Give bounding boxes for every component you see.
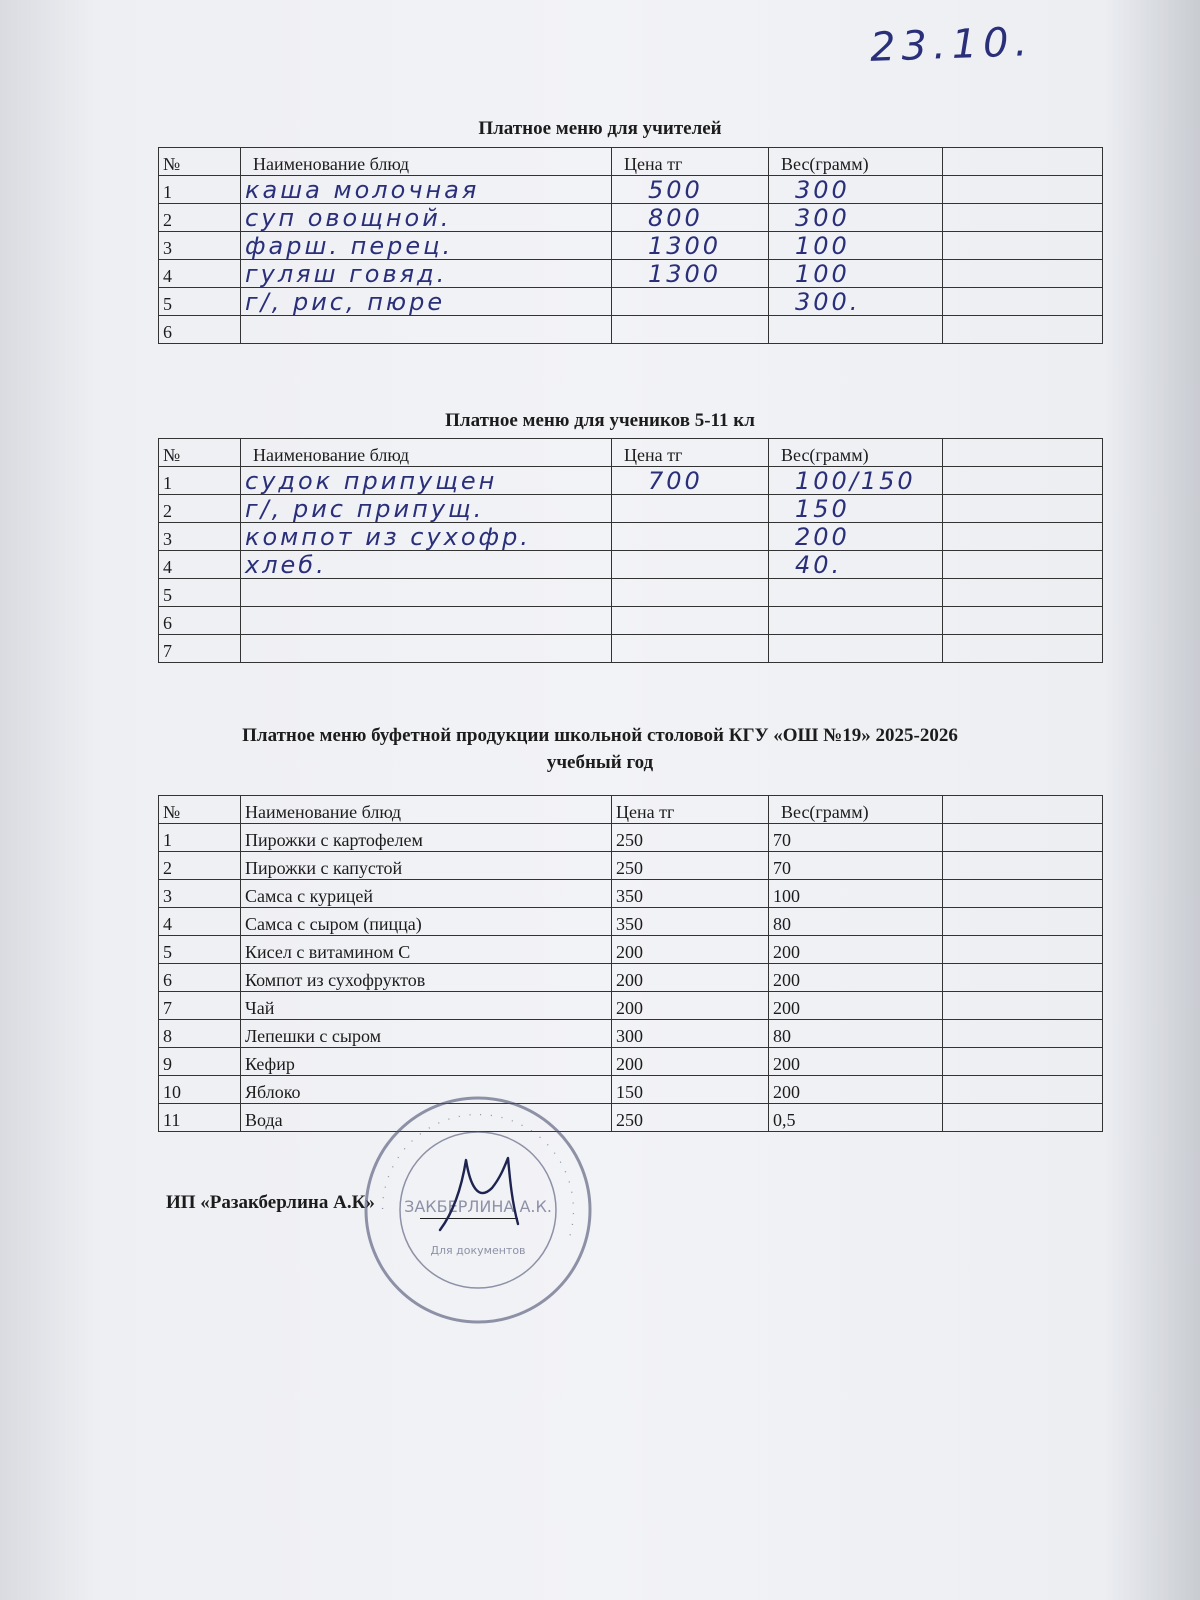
row-price: 1300 — [612, 232, 769, 260]
row-price — [612, 288, 769, 316]
row-price — [612, 316, 769, 344]
table-row — [159, 232, 1103, 260]
header-number: № — [159, 148, 241, 176]
header-price: Цена тг — [612, 439, 769, 467]
row-extra — [943, 232, 1103, 260]
row-extra — [943, 964, 1103, 992]
row-extra — [943, 523, 1103, 551]
row-name: Кисел с витамином С — [241, 936, 612, 964]
row-number: 2 — [159, 204, 241, 232]
teachers-menu-table — [158, 147, 1103, 344]
row-name: каша молочная — [241, 176, 612, 204]
row-extra — [943, 1076, 1103, 1104]
header-weight: Вес(грамм) — [769, 439, 943, 467]
row-name: Вода — [241, 1104, 612, 1132]
table-header-row — [159, 439, 1103, 467]
row-number: 11 — [159, 1104, 241, 1132]
row-price — [612, 607, 769, 635]
row-weight — [769, 579, 943, 607]
row-name: фарш. перец. — [241, 232, 612, 260]
header-name: Наименование блюд — [241, 148, 612, 176]
row-name: Самса с курицей — [241, 880, 612, 908]
row-weight: 300 — [769, 176, 943, 204]
table-row — [159, 523, 1103, 551]
header-price: Цена тг — [612, 148, 769, 176]
row-name: г/, рис, пюре — [241, 288, 612, 316]
row-weight: 200 — [769, 992, 943, 1020]
row-price: 300 — [612, 1020, 769, 1048]
row-extra — [943, 176, 1103, 204]
row-weight: 200 — [769, 1048, 943, 1076]
header-price: Цена тг — [612, 796, 769, 824]
table-row — [159, 176, 1103, 204]
row-weight: 100/150 — [769, 467, 943, 495]
row-number: 1 — [159, 467, 241, 495]
buffet-menu-title — [0, 722, 1200, 776]
row-weight: 40. — [769, 551, 943, 579]
row-extra — [943, 579, 1103, 607]
header-extra — [943, 796, 1103, 824]
row-price: 200 — [612, 964, 769, 992]
row-price — [612, 495, 769, 523]
row-price: 500 — [612, 176, 769, 204]
row-weight: 150 — [769, 495, 943, 523]
row-number: 6 — [159, 607, 241, 635]
row-price — [612, 579, 769, 607]
row-number: 2 — [159, 495, 241, 523]
row-name: Лепешки с сыром — [241, 1020, 612, 1048]
row-name — [241, 316, 612, 344]
row-weight: 80 — [769, 1020, 943, 1048]
table-row — [159, 1048, 1103, 1076]
students-menu-title: Платное меню для учеников 5-11 кл — [445, 410, 755, 431]
row-weight: 300. — [769, 288, 943, 316]
row-weight: 100 — [769, 880, 943, 908]
table-row — [159, 551, 1103, 579]
stamp-bottom-text: Для документов — [430, 1244, 526, 1257]
row-name: хлеб. — [241, 551, 612, 579]
table-row — [159, 495, 1103, 523]
row-price: 200 — [612, 936, 769, 964]
row-extra — [943, 936, 1103, 964]
row-weight — [769, 635, 943, 663]
row-name: Пирожки с капустой — [241, 852, 612, 880]
signature-icon — [400, 1140, 550, 1240]
row-number: 3 — [159, 523, 241, 551]
table-row — [159, 992, 1103, 1020]
header-extra — [943, 148, 1103, 176]
row-name: Чай — [241, 992, 612, 1020]
row-extra — [943, 204, 1103, 232]
row-price: 250 — [612, 1104, 769, 1132]
teachers-menu-title: Платное меню для учителей — [478, 118, 722, 139]
header-extra — [943, 439, 1103, 467]
buffet-title-line2: учебный год — [546, 752, 654, 773]
row-number: 4 — [159, 551, 241, 579]
row-price: 350 — [612, 908, 769, 936]
row-name: Яблоко — [241, 1076, 612, 1104]
table-header-row — [159, 796, 1103, 824]
table-row — [159, 964, 1103, 992]
header-number: № — [159, 796, 241, 824]
row-name: Кефир — [241, 1048, 612, 1076]
row-weight: 200 — [769, 1076, 943, 1104]
row-price: 250 — [612, 852, 769, 880]
table-row — [159, 288, 1103, 316]
row-name: гуляш говяд. — [241, 260, 612, 288]
table-row — [159, 579, 1103, 607]
row-number: 7 — [159, 992, 241, 1020]
header-name: Наименование блюд — [241, 439, 612, 467]
table-row — [159, 1020, 1103, 1048]
table-row — [159, 607, 1103, 635]
row-weight: 300 — [769, 204, 943, 232]
row-extra — [943, 992, 1103, 1020]
row-price: 250 — [612, 824, 769, 852]
row-price: 200 — [612, 992, 769, 1020]
table-row — [159, 316, 1103, 344]
row-name: судок припущен — [241, 467, 612, 495]
row-number: 4 — [159, 908, 241, 936]
handwritten-date: 23.10. — [869, 19, 1034, 71]
row-extra — [943, 880, 1103, 908]
row-price: 700 — [612, 467, 769, 495]
row-name: Самса с сыром (пицца) — [241, 908, 612, 936]
row-number: 1 — [159, 824, 241, 852]
row-name: г/, рис припущ. — [241, 495, 612, 523]
row-extra — [943, 260, 1103, 288]
row-price — [612, 635, 769, 663]
table-row — [159, 260, 1103, 288]
row-number: 3 — [159, 880, 241, 908]
row-number: 5 — [159, 579, 241, 607]
row-weight — [769, 607, 943, 635]
row-name — [241, 607, 612, 635]
row-price: 1300 — [612, 260, 769, 288]
row-weight: 200 — [769, 523, 943, 551]
buffet-menu-table — [158, 795, 1103, 1132]
row-number: 1 — [159, 176, 241, 204]
row-price — [612, 551, 769, 579]
row-extra — [943, 1104, 1103, 1132]
buffet-title-line1: Платное меню буфетной продукции школьной столовой КГУ «ОШ №19» 2025-2026 — [242, 725, 958, 746]
table-row — [159, 824, 1103, 852]
row-extra — [943, 635, 1103, 663]
stamp-center-text: ЗАКБЕРЛИНА А.К. — [404, 1197, 552, 1216]
row-extra — [943, 316, 1103, 344]
row-price: 800 — [612, 204, 769, 232]
row-price: 200 — [612, 1048, 769, 1076]
row-number: 7 — [159, 635, 241, 663]
row-extra — [943, 852, 1103, 880]
row-extra — [943, 908, 1103, 936]
table-row — [159, 852, 1103, 880]
row-name — [241, 635, 612, 663]
row-name: Пирожки с картофелем — [241, 824, 612, 852]
row-number: 6 — [159, 964, 241, 992]
header-weight: Вес(грамм) — [769, 148, 943, 176]
row-price: 150 — [612, 1076, 769, 1104]
row-extra — [943, 495, 1103, 523]
table-header-row — [159, 148, 1103, 176]
row-weight: 70 — [769, 852, 943, 880]
row-extra — [943, 607, 1103, 635]
header-number: № — [159, 439, 241, 467]
row-extra — [943, 1048, 1103, 1076]
row-number: 9 — [159, 1048, 241, 1076]
header-name: Наименование блюд — [241, 796, 612, 824]
header-weight: Вес(грамм) — [769, 796, 943, 824]
table-row — [159, 1104, 1103, 1132]
svg-text:· · · · · · · · · · · · · · ·: · · · · · · · · · · · · · · · · · · · · · · · · · · · · · · · — [377, 1109, 579, 1240]
table-row — [159, 1076, 1103, 1104]
students-menu-table — [158, 438, 1103, 663]
row-weight: 100 — [769, 232, 943, 260]
row-extra — [943, 824, 1103, 852]
row-name: компот из сухофр. — [241, 523, 612, 551]
row-extra — [943, 551, 1103, 579]
row-price — [612, 523, 769, 551]
row-extra — [943, 288, 1103, 316]
table-row — [159, 467, 1103, 495]
row-number: 3 — [159, 232, 241, 260]
row-number: 6 — [159, 316, 241, 344]
row-number: 5 — [159, 288, 241, 316]
row-extra — [943, 1020, 1103, 1048]
row-price: 350 — [612, 880, 769, 908]
table-row — [159, 635, 1103, 663]
row-weight: 200 — [769, 964, 943, 992]
table-row — [159, 908, 1103, 936]
row-name: Компот из сухофруктов — [241, 964, 612, 992]
entrepreneur-label: ИП «Разакберлина А.К» — [166, 1192, 375, 1213]
row-name — [241, 579, 612, 607]
row-extra — [943, 467, 1103, 495]
row-number: 4 — [159, 260, 241, 288]
row-weight: 100 — [769, 260, 943, 288]
row-name: суп овощной. — [241, 204, 612, 232]
row-weight: 80 — [769, 908, 943, 936]
table-row — [159, 204, 1103, 232]
row-weight: 0,5 — [769, 1104, 943, 1132]
table-row — [159, 880, 1103, 908]
table-row — [159, 936, 1103, 964]
row-weight: 200 — [769, 936, 943, 964]
row-number: 8 — [159, 1020, 241, 1048]
row-number: 10 — [159, 1076, 241, 1104]
row-weight — [769, 316, 943, 344]
row-number: 2 — [159, 852, 241, 880]
row-number: 5 — [159, 936, 241, 964]
row-weight: 70 — [769, 824, 943, 852]
